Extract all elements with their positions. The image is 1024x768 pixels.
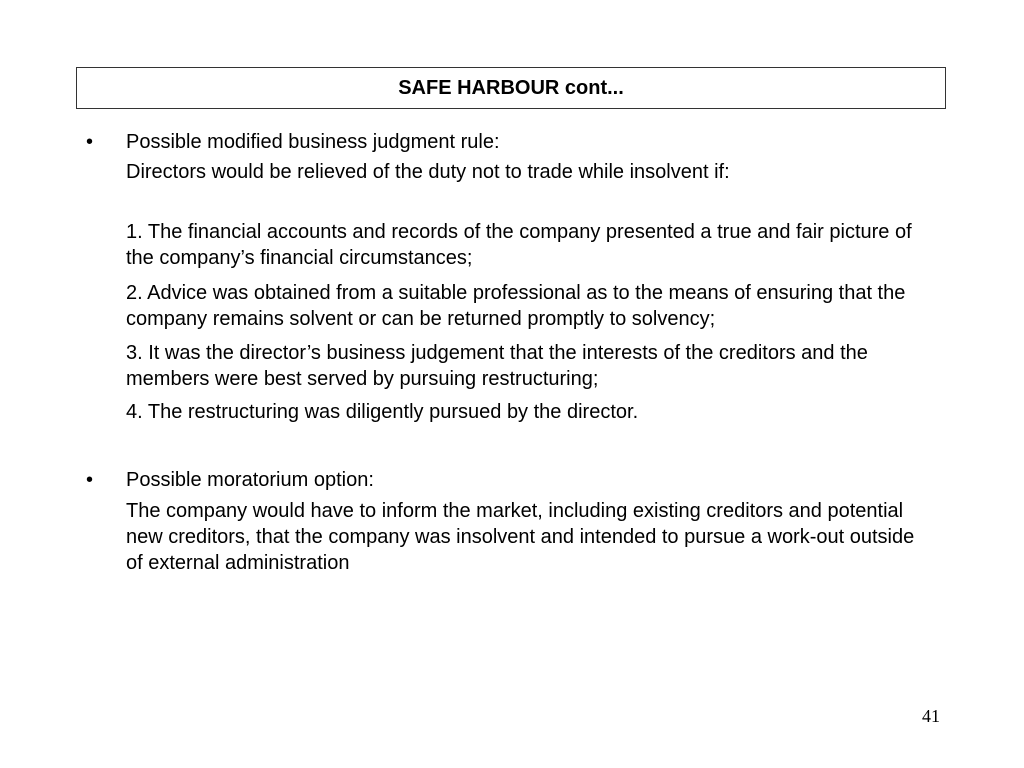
moratorium-body: The company would have to inform the market, including existing creditors and potential new creditors, that the company was insolvent and intended to pursue a work-out outside of external administration: [126, 500, 915, 574]
bullet-icon: •: [86, 469, 94, 491]
condition-item-3: 3. It was the director’s business judgement that the interests of the creditors and the members were best served by pursuing restructuring;: [126, 342, 868, 390]
section1-intro: Directors would be relieved of the duty not to trade while insolvent if:: [126, 161, 730, 183]
condition-item-4: 4. The restructuring was diligently pursued by the director.: [126, 401, 639, 423]
page-number: 41: [922, 706, 940, 726]
bullet-heading: Possible modified business judgment rule:: [126, 131, 500, 153]
bullet-heading: Possible moratorium option:: [126, 469, 374, 491]
slide-title: SAFE HARBOUR cont...: [398, 77, 624, 99]
slide-title-box: [76, 67, 946, 109]
bullet-icon: •: [86, 131, 94, 153]
condition-item-2: 2. Advice was obtained from a suitable professional as to the means of ensuring that the company remains solvent or can be returned promptly to solvency;: [126, 282, 906, 330]
condition-item-1: 1. The financial accounts and records of the company presented a true and fair picture of the company’s financial circumstances;: [126, 221, 912, 269]
